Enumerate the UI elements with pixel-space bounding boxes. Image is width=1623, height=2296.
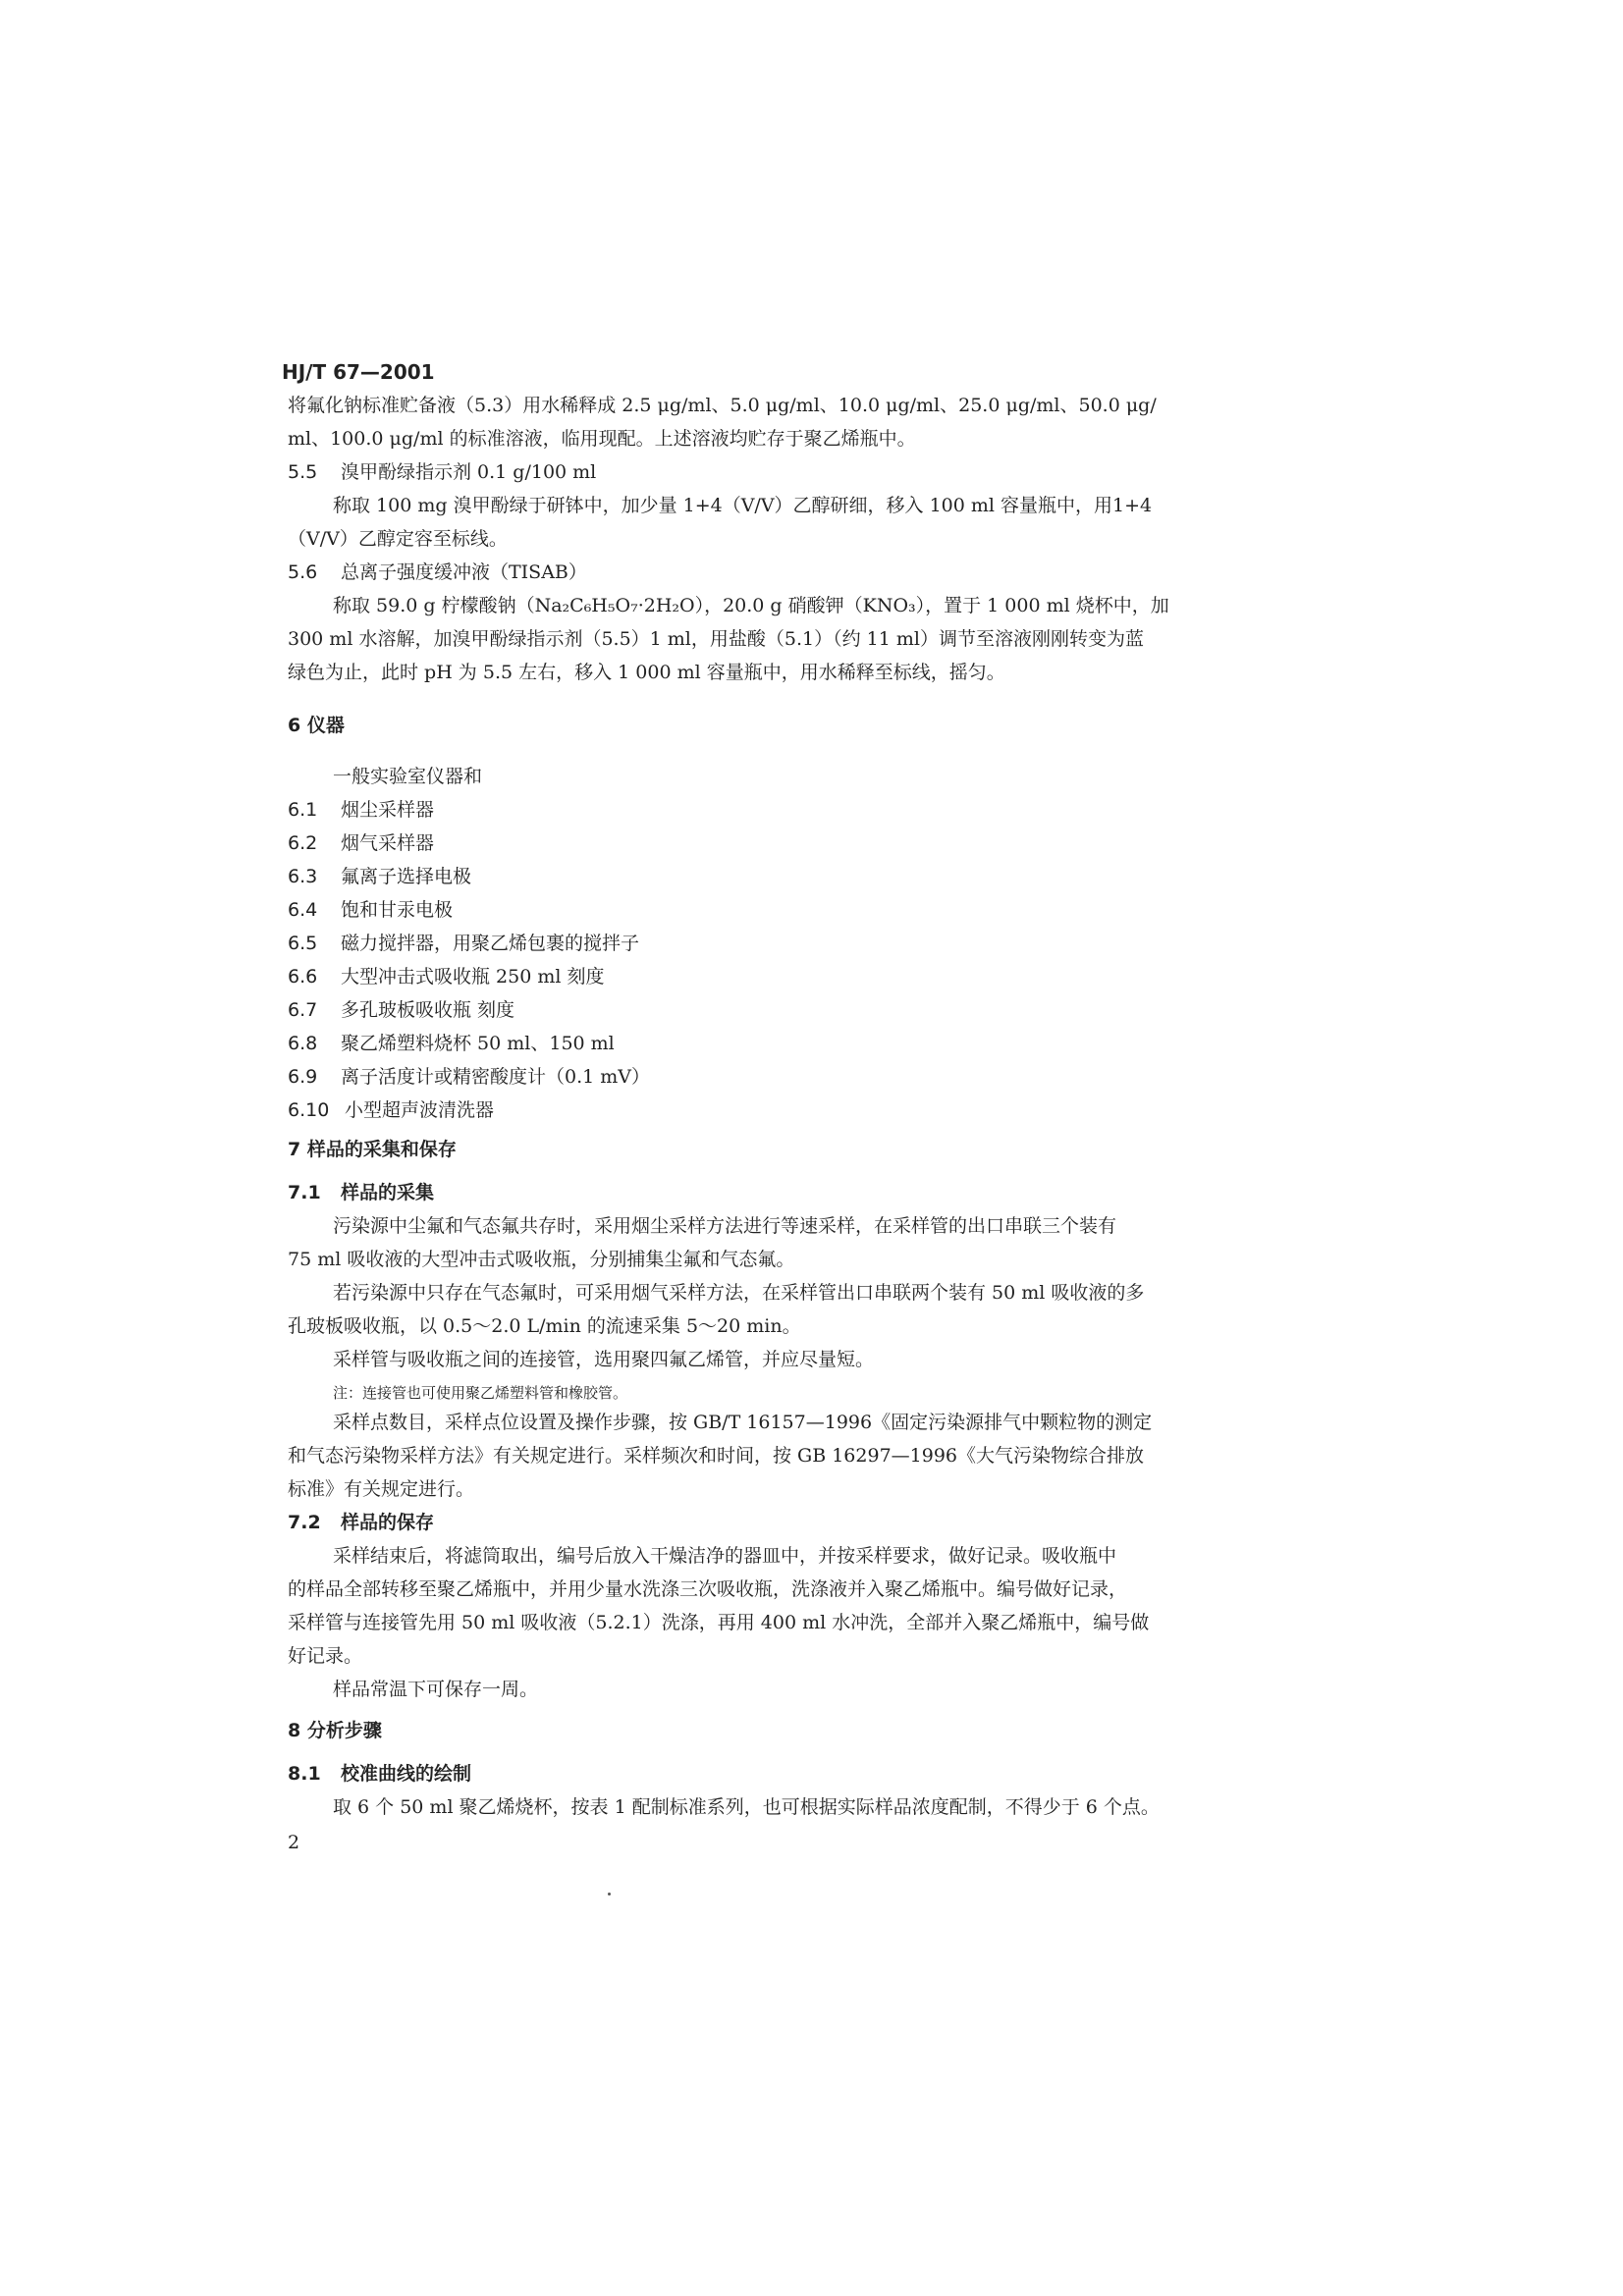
paragraph-line: （V/V）乙醇定容至标线。: [288, 528, 508, 550]
item-number: 6.8: [288, 1033, 318, 1054]
list-item: [288, 797, 434, 823]
paragraph-line: 污染源中尘氟和气态氟共存时，采用烟尘采样方法进行等速采样，在采样管的出口串联三个装有: [333, 1215, 1117, 1237]
section-7-2: [288, 1510, 434, 1535]
item-number: 6.1: [288, 799, 318, 821]
paragraph-line: 75 ml 吸收液的大型冲击式吸收瓶，分别捕集尘氟和气态氟。: [288, 1249, 795, 1270]
item-text: 磁力搅拌器，用聚乙烯包裹的搅拌子: [341, 933, 640, 954]
item-text: 大型冲击式吸收瓶 250 ml 刻度: [341, 966, 605, 988]
item-text: 烟尘采样器: [341, 799, 435, 821]
section-heading-6: 6 仪器: [288, 715, 345, 736]
paragraph-line: 和气态污染物采样方法》有关规定进行。采样频次和时间，按 GB 16297—1996《大气污染物综合排放: [288, 1445, 1145, 1467]
list-item: [288, 1064, 650, 1090]
paragraph-line: ml、100.0 μg/ml 的标准溶液，临用现配。上述溶液均贮存于聚乙烯瓶中。: [288, 428, 916, 450]
list-item: [288, 830, 434, 856]
list-item: [288, 931, 639, 956]
item-text: 小型超声波清洗器: [345, 1099, 495, 1121]
section-8-1: [288, 1761, 471, 1787]
paragraph-line: 称取 59.0 g 柠檬酸钠（Na₂C₆H₅O₇·2H₂O），20.0 g 硝酸钾（KNO₃），置于 1 000 ml 烧杯中，加: [333, 595, 1169, 616]
document-header: HJ/T 67—2001: [282, 360, 435, 384]
list-item: [288, 964, 604, 989]
list-item: [288, 864, 471, 889]
paragraph-line: 标准》有关规定进行。: [288, 1478, 475, 1500]
section-number: 7.1: [288, 1182, 321, 1203]
section-title: 校准曲线的绘制: [341, 1763, 472, 1785]
item-number: 6.9: [288, 1066, 318, 1088]
page-number: 2: [288, 1832, 300, 1853]
item-text: 氟离子选择电极: [341, 866, 472, 887]
list-item: [288, 1031, 615, 1056]
paragraph-line: 好记录。: [288, 1645, 363, 1667]
section-heading-8: 8 分析步骤: [288, 1720, 382, 1741]
paragraph-line: 孔玻板吸收瓶，以 0.5～2.0 L/min 的流速采集 5～20 min。: [288, 1315, 801, 1337]
section-number: 8.1: [288, 1763, 321, 1785]
section-7-1: [288, 1180, 434, 1205]
paragraph-line: 称取 100 mg 溴甲酚绿于研钵中，加少量 1+4（V/V）乙醇研细，移入 100 ml 容量瓶中，用1+4: [333, 495, 1153, 516]
item-number: 6.7: [288, 999, 318, 1021]
item-number: 6.5: [288, 933, 318, 954]
item-number: 6.3: [288, 866, 318, 887]
paragraph-line: 的样品全部转移至聚乙烯瓶中，并用少量水洗涤三次吸收瓶，洗涤液并入聚乙烯瓶中。编号做好记录，: [288, 1578, 1128, 1600]
item-text: 烟气采样器: [341, 832, 435, 854]
section-number: 7.2: [288, 1512, 321, 1533]
section-title: 总离子强度缓冲液（TISAB）: [341, 561, 587, 583]
item-text: 饱和甘汞电极: [341, 899, 454, 921]
paragraph-line: 一般实验室仪器和: [333, 766, 483, 787]
section-number: 5.5: [288, 461, 318, 483]
paragraph-line: 采样管与连接管先用 50 ml 吸收液（5.2.1）洗涤，再用 400 ml 水冲洗，全部并入聚乙烯瓶中，编号做: [288, 1612, 1150, 1633]
paragraph-line: 采样点数目，采样点位设置及操作步骤，按 GB/T 16157—1996《固定污染源排气中颗粒物的测定: [333, 1412, 1153, 1433]
section-title: 样品的采集: [341, 1182, 435, 1203]
item-text: 多孔玻板吸收瓶 刻度: [341, 999, 515, 1021]
paragraph-line: 300 ml 水溶解，加溴甲酚绿指示剂（5.5）1 ml，用盐酸（5.1）（约 11 ml）调节至溶液刚刚转变为蓝: [288, 628, 1144, 650]
item-number: 6.6: [288, 966, 318, 988]
paragraph-line: 采样管与吸收瓶之间的连接管，选用聚四氟乙烯管，并应尽量短。: [333, 1349, 875, 1370]
section-5-6: [288, 560, 587, 585]
paragraph-line: 样品常温下可保存一周。: [333, 1679, 539, 1700]
item-text: 聚乙烯塑料烧杯 50 ml、150 ml: [341, 1033, 615, 1054]
paragraph-line: 采样结束后，将滤筒取出，编号后放入干燥洁净的器皿中，并按采样要求，做好记录。吸收瓶中: [333, 1545, 1117, 1567]
list-item: [288, 897, 453, 923]
paragraph-line: 绿色为止，此时 pH 为 5.5 左右，移入 1 000 ml 容量瓶中，用水稀释至标线，摇匀。: [288, 662, 1005, 683]
item-number: 6.10: [288, 1099, 330, 1121]
section-title: 溴甲酚绿指示剂 0.1 g/100 ml: [341, 461, 597, 483]
list-item: [288, 1097, 494, 1123]
section-number: 5.6: [288, 561, 318, 583]
scan-speck: [608, 1893, 611, 1896]
section-5-5: [288, 459, 596, 485]
paragraph-line: 将氟化钠标准贮备液（5.3）用水稀释成 2.5 μg/ml、5.0 μg/ml、10.0 μg/ml、25.0 μg/ml、50.0 μg/: [288, 395, 1157, 416]
item-text: 离子活度计或精密酸度计（0.1 mV）: [341, 1066, 650, 1088]
section-title: 样品的保存: [341, 1512, 435, 1533]
section-heading-7: 7 样品的采集和保存: [288, 1139, 457, 1160]
paragraph-line: 若污染源中只存在气态氟时，可采用烟气采样方法，在采样管出口串联两个装有 50 ml 吸收液的多: [333, 1282, 1145, 1304]
note: 注：连接管也可使用聚乙烯塑料管和橡胶管。: [333, 1384, 628, 1402]
item-number: 6.4: [288, 899, 318, 921]
paragraph-line: 取 6 个 50 ml 聚乙烯烧杯，按表 1 配制标准系列，也可根据实际样品浓度配制，不得少于 6 个点。: [333, 1796, 1160, 1818]
item-number: 6.2: [288, 832, 318, 854]
list-item: [288, 997, 514, 1023]
